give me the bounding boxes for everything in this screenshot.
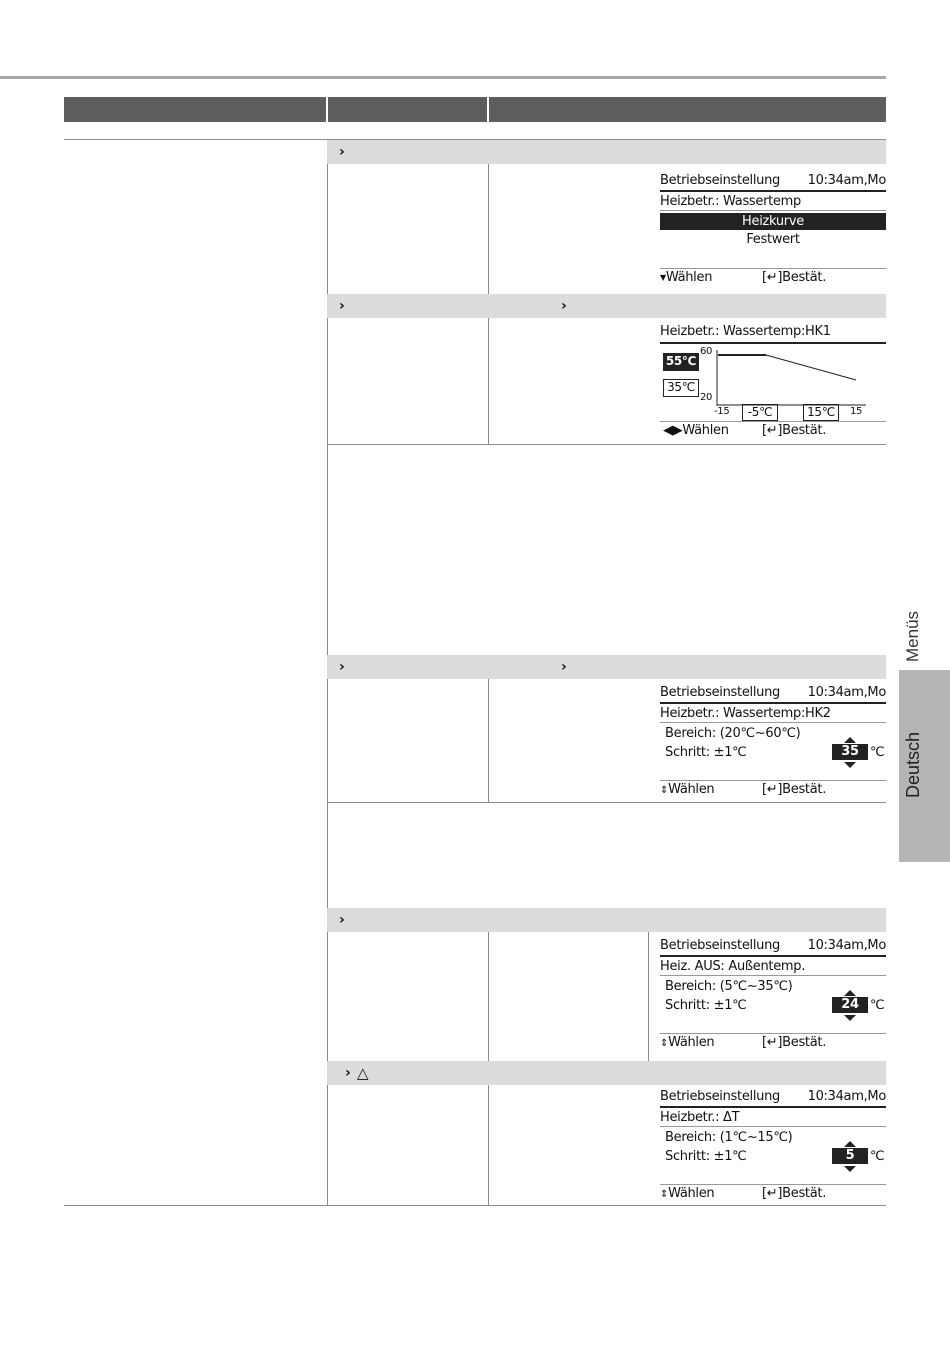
unit-label: ℃ (870, 1149, 885, 1164)
enter-icon: [↵] (762, 1186, 783, 1201)
chevron-icon: › (339, 659, 345, 675)
divider (660, 190, 886, 192)
chevron-icon: › (345, 1065, 351, 1081)
updown-arrow-icon: ⇕ (660, 1189, 669, 1200)
chevron-icon: › (339, 298, 345, 314)
chevron-icon: › (561, 659, 567, 675)
divider (660, 1033, 886, 1034)
footer-confirm (762, 423, 826, 438)
screen-subtitle: Heizbetr.: Wassertemp (660, 194, 801, 209)
x-point1-box[interactable]: -5℃ (742, 404, 778, 421)
inner-col-divider (648, 932, 649, 1061)
table-header-col2 (328, 97, 487, 122)
screen-heating-off-temp (660, 938, 886, 1053)
divider (660, 421, 886, 422)
chevron-icon: › (339, 912, 345, 928)
range-text: Bereich: (1℃~15℃) (665, 1130, 793, 1145)
section-row-5 (327, 1061, 886, 1085)
screen-title: Betriebseinstellung (660, 685, 780, 700)
screen-title: Heizbetr.: Wassertemp:HK1 (660, 324, 831, 339)
footer-select-label: Wählen (668, 1186, 715, 1201)
table-bottom-line (64, 1205, 886, 1206)
inner-col-divider (488, 932, 489, 1061)
screen-heating-curve (660, 324, 886, 444)
inner-col-divider (488, 164, 489, 294)
inner-col-divider (488, 679, 489, 802)
y-axis-max: 60 (700, 346, 713, 357)
four-way-arrow-icon: ◀▶ (663, 423, 683, 438)
down-arrow-icon: ▼ (660, 273, 666, 282)
side-tab-deutsch-label: Deutsch (903, 731, 923, 798)
top-rule (0, 76, 886, 79)
footer-confirm (762, 782, 826, 797)
down-arrow-icon[interactable] (844, 762, 856, 768)
side-tab-deutsch[interactable] (899, 670, 950, 862)
heating-curve-chart (716, 350, 866, 406)
screen-time: 10:34am,Mo (807, 685, 886, 700)
section-row-1 (327, 140, 886, 164)
footer-select-label: Wählen (682, 423, 729, 438)
chevron-icon: › (561, 298, 567, 314)
row-separator (327, 444, 886, 445)
up-arrow-icon[interactable] (844, 1141, 856, 1147)
screen-time: 10:34am,Mo (807, 173, 886, 188)
footer-select (660, 1186, 714, 1201)
x-axis-max: 15 (850, 406, 863, 417)
curve-slope-segment (766, 355, 856, 380)
enter-icon: [↵] (762, 270, 783, 285)
divider (660, 210, 886, 211)
inner-col-divider (488, 318, 489, 444)
footer-confirm-label: Bestät. (782, 1035, 827, 1050)
divider (660, 975, 886, 976)
section-row-4 (327, 908, 886, 932)
enter-icon: [↵] (762, 782, 783, 797)
temp-high-box[interactable]: 55℃ (663, 353, 699, 371)
x-axis-min: -15 (714, 406, 730, 417)
footer-confirm-label: Bestät. (782, 782, 827, 797)
screen-time: 10:34am,Mo (807, 938, 886, 953)
row-separator (327, 802, 886, 803)
updown-arrow-icon: ⇕ (660, 785, 669, 796)
footer-select-label: Wählen (668, 782, 715, 797)
screen-mode-select (660, 173, 886, 288)
screen-title: Betriebseinstellung (660, 1089, 780, 1104)
range-text: Bereich: (5℃~35℃) (665, 979, 793, 994)
divider (660, 780, 886, 781)
side-tab-menus-label: Menüs (903, 610, 922, 662)
value-display[interactable]: 24 (832, 997, 868, 1013)
screen-delta-t (660, 1089, 886, 1204)
unit-label: ℃ (870, 745, 885, 760)
divider (660, 1106, 886, 1108)
delta-triangle-icon: △ (357, 1064, 369, 1082)
screen-time: 10:34am,Mo (807, 1089, 886, 1104)
up-arrow-icon[interactable] (844, 737, 856, 743)
unit-label: ℃ (870, 998, 885, 1013)
inner-col-divider (488, 1085, 489, 1205)
enter-icon: [↵] (762, 1035, 783, 1050)
footer-confirm-label: Bestät. (782, 423, 827, 438)
footer-select-label: Wählen (665, 270, 713, 285)
divider (660, 342, 886, 344)
footer-select (660, 1035, 714, 1050)
divider (660, 1184, 886, 1185)
option-festwert[interactable]: Festwert (746, 232, 800, 247)
footer-confirm (762, 1186, 826, 1201)
divider (660, 268, 886, 269)
divider (660, 722, 886, 723)
footer-confirm (762, 1035, 826, 1050)
step-text: Schritt: ±1℃ (665, 1149, 747, 1164)
side-tab-menus[interactable] (899, 600, 939, 670)
section-row-3 (327, 655, 886, 679)
divider (660, 955, 886, 957)
table-header-col1 (64, 97, 326, 122)
screen-title: Betriebseinstellung (660, 173, 780, 188)
screen-title: Betriebseinstellung (660, 938, 780, 953)
x-point2-box[interactable]: 15℃ (803, 404, 839, 421)
down-arrow-icon[interactable] (844, 1015, 856, 1021)
up-arrow-icon[interactable] (844, 990, 856, 996)
range-text: Bereich: (20℃~60℃) (665, 726, 801, 741)
updown-arrow-icon: ⇕ (660, 1038, 669, 1049)
section-row-2 (327, 294, 886, 318)
temp-low-box[interactable]: 35℃ (663, 379, 699, 397)
footer-confirm-label: Bestät. (782, 1186, 827, 1201)
value-display[interactable]: 35 (832, 744, 868, 760)
screen-subtitle: Heizbetr.: Wassertemp:HK2 (660, 706, 831, 721)
screen-subtitle: Heizbetr.: ΔT (660, 1110, 740, 1125)
footer-select (660, 270, 712, 285)
footer-select (660, 782, 714, 797)
value-display[interactable]: 5 (832, 1148, 868, 1164)
divider (660, 1126, 886, 1127)
footer-confirm (762, 270, 826, 285)
footer-select-label: Wählen (668, 1035, 715, 1050)
screen-hk2-value (660, 685, 886, 800)
table-header-col3 (489, 97, 886, 122)
y-axis-min: 20 (700, 392, 713, 403)
enter-icon: [↵] (762, 423, 783, 438)
step-text: Schritt: ±1℃ (665, 998, 747, 1013)
option-heizkurve[interactable]: Heizkurve (660, 213, 886, 230)
chevron-icon: › (339, 144, 345, 160)
footer-select (663, 423, 729, 438)
screen-subtitle: Heiz. AUS: Außentemp. (660, 959, 806, 974)
footer-confirm-label: Bestät. (782, 270, 827, 285)
divider (660, 702, 886, 704)
down-arrow-icon[interactable] (844, 1166, 856, 1172)
step-text: Schritt: ±1℃ (665, 745, 747, 760)
